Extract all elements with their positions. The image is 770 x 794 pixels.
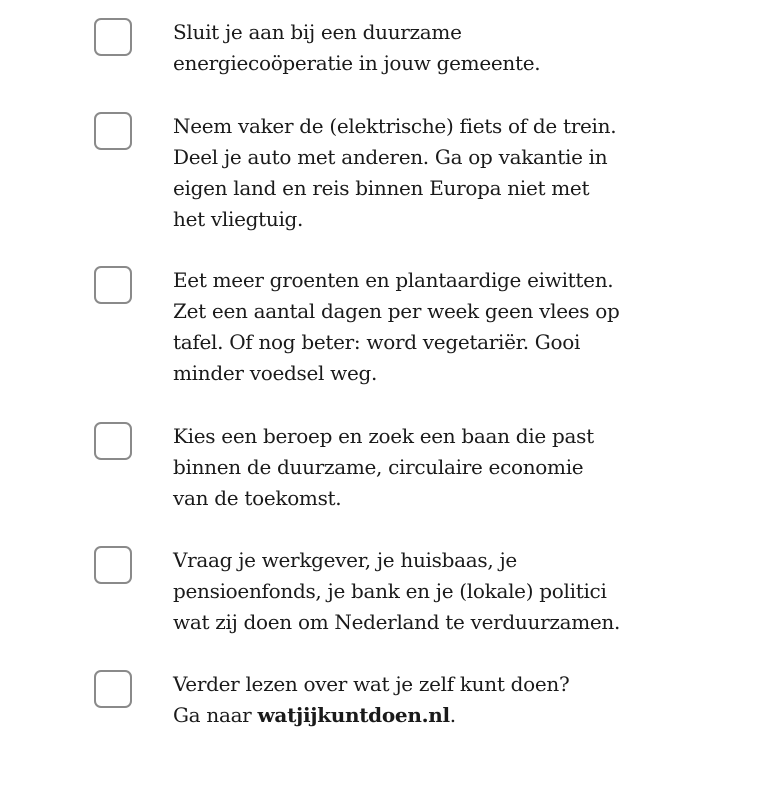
text-line: van de toekomst. [173, 486, 342, 510]
text-line: binnen de duurzame, circulaire economie [173, 455, 584, 479]
item-text [173, 545, 673, 638]
item-text [173, 17, 673, 79]
text-line: Eet meer groenten en plantaardige eiwitten. [173, 268, 614, 292]
text-line: wat zij doen om Nederland te verduurzamen. [173, 610, 621, 634]
item-text [173, 265, 673, 389]
item-text [173, 111, 673, 235]
text-line: Neem vaker de (elektrische) fiets of de trein. [173, 114, 617, 138]
text-line: pensioenfonds, je bank en je (lokale) politici [173, 579, 607, 603]
checkbox[interactable] [94, 18, 132, 56]
checkbox[interactable] [94, 112, 132, 150]
item-text [173, 421, 673, 514]
checkbox[interactable] [94, 266, 132, 304]
text-line: het vliegtuig. [173, 207, 304, 231]
text-line [173, 700, 673, 731]
text-line: Zet een aantal dagen per week geen vlees op [173, 299, 620, 323]
text-line: minder voedsel weg. [173, 361, 378, 385]
text-line: eigen land en reis binnen Europa niet met [173, 176, 590, 200]
text-line: Kies een beroep en zoek een baan die past [173, 424, 594, 448]
text-line: Sluit je aan bij een duurzame [173, 20, 462, 44]
link-suffix: . [449, 703, 456, 727]
website-link[interactable]: watjijkuntdoen.nl [257, 703, 450, 727]
checkbox[interactable] [94, 422, 132, 460]
text-line: Deel je auto met anderen. Ga op vakantie in [173, 145, 608, 169]
text-line: tafel. Of nog beter: word vegetariër. Gooi [173, 330, 581, 354]
text-line: energiecoöperatie in jouw gemeente. [173, 51, 541, 75]
checkbox[interactable] [94, 670, 132, 708]
checkbox[interactable] [94, 546, 132, 584]
text-line: Verder lezen over wat je zelf kunt doen? [173, 672, 570, 696]
text-line: Vraag je werkgever, je huisbaas, je [173, 548, 517, 572]
link-prefix: Ga naar [173, 703, 258, 727]
item-text [173, 669, 673, 731]
